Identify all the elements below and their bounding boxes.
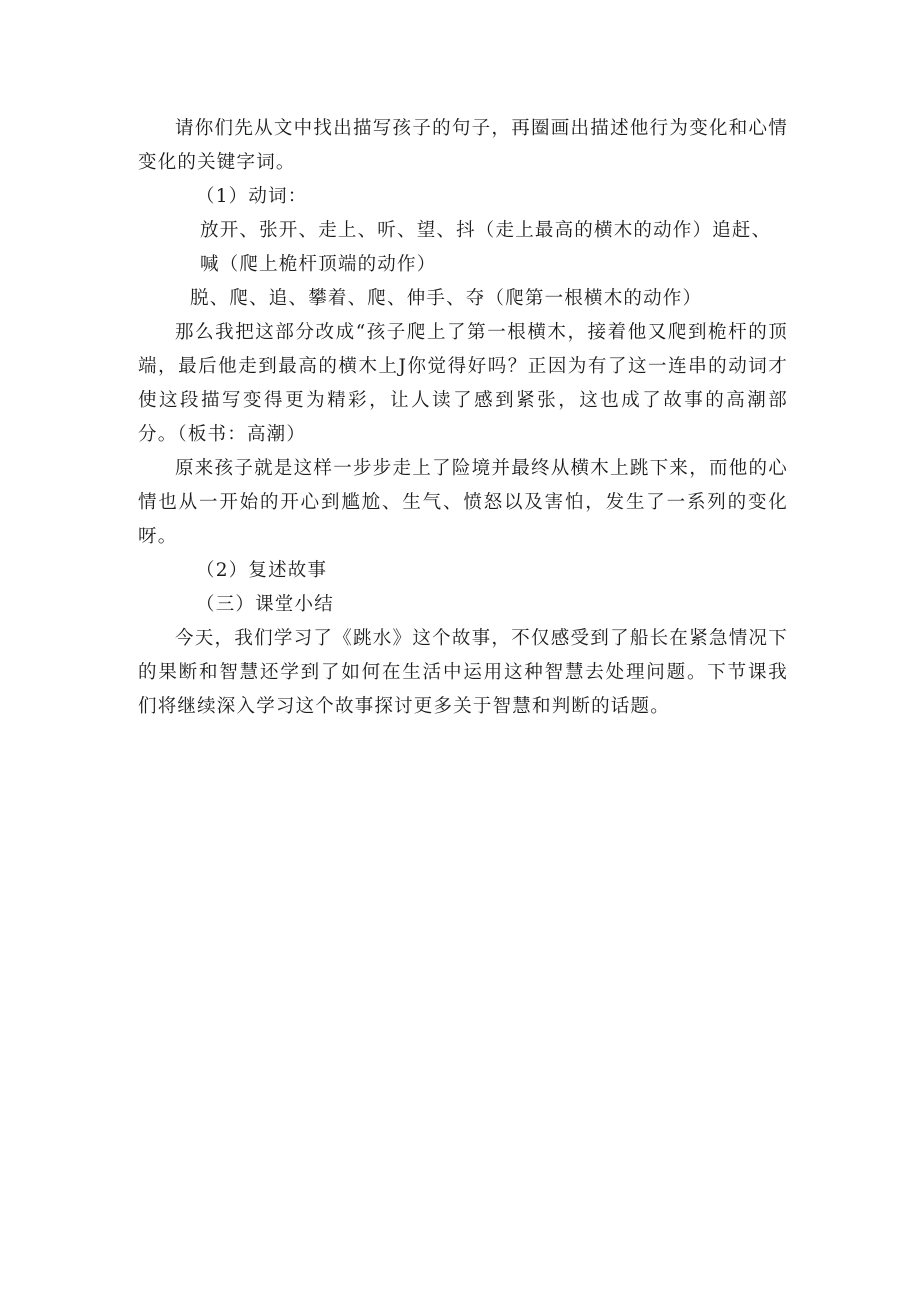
summary-section-heading: （三）课堂小结 [196,594,334,615]
verbs-line-3: 脱、爬、追、攀着、爬、伸手、夺（爬第一根横木的动作） [190,288,703,309]
verbs-line-2: 喊（爬上桅杆顶端的动作） [200,254,437,275]
verbs-heading: （1）动词： [196,186,308,207]
retell-heading: （2）复述故事 [196,560,328,581]
paragraph-instruction: 请你们先从文中找出描写孩子的句子，再圈画出描述他行为变化和心情变化的关键字词。 [138,118,788,173]
paragraph-rewrite-question: 那么我把这部分改成“孩子爬上了第一根横木，接着他又爬到桅杆的顶端，最后他走到最高的横木上J你觉得好吗？正因为有了这一连串的动词才使这段描写变得更为精彩，让人读了感到紧张，这也成了故事的高潮部分。（板书：高潮） [138,322,788,445]
paragraph-summary: 今天，我们学习了《跳水》这个故事，不仅感受到了船长在紧急情况下的果断和智慧还学到了如何在生活中运用这种智慧去处理问题。下节课我们将继续深入学习这个故事探讨更多关于智慧和判断的话题。 [138,628,788,717]
paragraph-mood-change: 原来孩子就是这样一步步走上了险境并最终从横木上跳下来，而他的心情也从一开始的开心到尴尬、生气、愤怒以及害怕，发生了一系列的变化呀。 [138,458,788,547]
verbs-line-1: 放开、张开、走上、听、望、抖（走上最高的横木的动作）追赶、 [200,220,772,241]
